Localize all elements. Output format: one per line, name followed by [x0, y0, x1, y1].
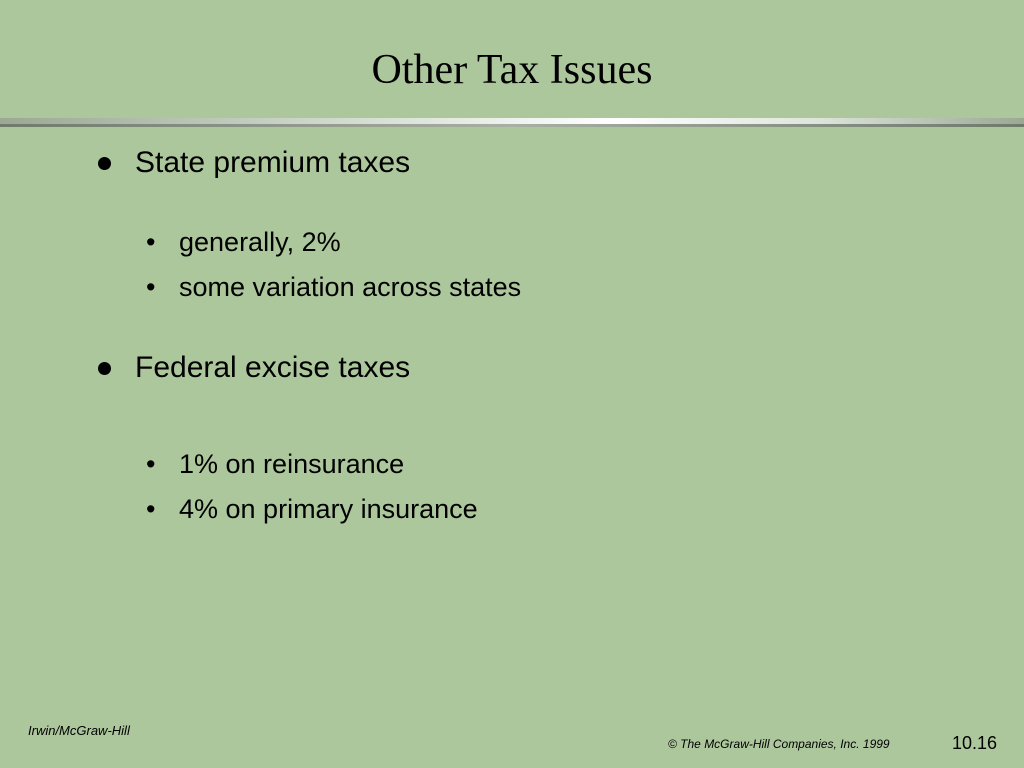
footer-copyright: © The McGraw-Hill Companies, Inc. 1999	[668, 737, 890, 751]
title-divider	[0, 118, 1024, 128]
bullet-text: State premium taxes	[135, 146, 411, 179]
bullet-text: Federal excise taxes	[135, 351, 411, 384]
sub-bullet-text: 1% on reinsurance	[179, 449, 405, 479]
slide-title: Other Tax Issues	[371, 47, 653, 93]
sub-bullet-text: 4% on primary insurance	[179, 494, 478, 524]
sub-bullet-text: generally, 2%	[179, 227, 341, 257]
sub-bullet-text: some variation across states	[179, 272, 522, 302]
sub-bullet-dot-icon: •	[146, 272, 156, 302]
bullet-dot-icon	[98, 157, 111, 170]
sub-bullet-dot-icon: •	[146, 494, 156, 524]
title-divider-shadow	[0, 124, 1024, 127]
bullet-dot-icon	[98, 362, 111, 375]
slide-number: 10.16	[952, 733, 998, 753]
sub-bullet-dot-icon: •	[146, 449, 156, 479]
sub-bullet-dot-icon: •	[146, 227, 156, 257]
footer-publisher: Irwin/McGraw-Hill	[28, 723, 130, 738]
